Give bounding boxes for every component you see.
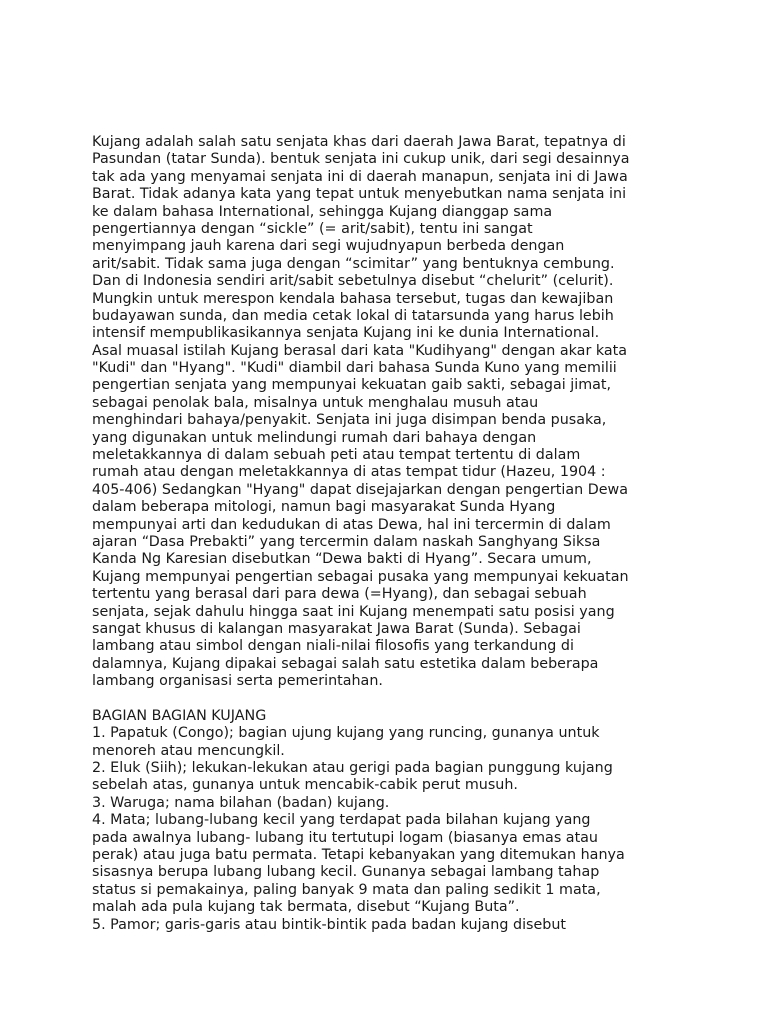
paragraph-line: pengertiannya dengan “sickle” (= arit/sabit), tentu ini sangat (92, 220, 533, 237)
paragraph-line: Mungkin untuk merespon kendala bahasa tersebut, tugas dan kewajiban (92, 290, 614, 307)
paragraph-line: meletakkannya di dalam sebuah peti atau tempat tertentu di dalam (92, 447, 581, 464)
paragraph-line: ke dalam bahasa International, sehingga Kujang dianggap sama (92, 203, 553, 220)
intro-paragraph (92, 134, 692, 691)
paragraph-line: dalam beberapa mitologi, namun bagi masyarakat Sunda Hyang (92, 499, 556, 516)
paragraph-spacer (92, 691, 692, 708)
list-line: sebelah atas, gunanya untuk mencabik-cabik perut musuh. (92, 777, 518, 794)
list-line: status si pemakainya, paling banyak 9 mata dan paling sedikit 1 mata, (92, 881, 601, 898)
paragraph-line: budayawan sunda, dan media cetak lokal di tatarsunda yang harus lebih (92, 307, 614, 324)
paragraph-line: ajaran “Dasa Prebakti” yang tercermin dalam naskah Sanghyang Siksa (92, 533, 601, 550)
list-line: 3. Waruga; nama bilahan (badan) kujang. (92, 794, 390, 811)
paragraph-line: Kujang mempunyai pengertian sebagai pusaka yang mempunyai kekuatan (92, 568, 629, 585)
list-line: 2. Eluk (Siih); lekukan-lekukan atau gerigi pada bagian punggung kujang (92, 760, 613, 777)
paragraph-line: lambang organisasi serta pemerintahan. (92, 673, 383, 690)
list-line: sisasnya berupa lubang lubang kecil. Gunanya sebagai lambang tahap (92, 864, 600, 881)
list-line: perak) atau juga batu permata. Tetapi kebanyakan yang ditemukan hanya (92, 847, 625, 864)
paragraph-line: arit/sabit. Tidak sama juga dengan “scimitar” yang bentuknya cembung. (92, 255, 615, 272)
paragraph-line: "Kudi" dan "Hyang". "Kudi" diambil dari bahasa Sunda Kuno yang memilii (92, 360, 617, 377)
paragraph-line: lambang atau simbol dengan niali-nilai filosofis yang terkandung di (92, 638, 574, 655)
paragraph-line: senjata, sejak dahulu hingga saat ini Kujang menempati satu posisi yang (92, 603, 615, 620)
paragraph-line: rumah atau dengan meletakkannya di atas tempat tidur (Hazeu, 1904 : (92, 464, 606, 481)
paragraph-line: Barat. Tidak adanya kata yang tepat untuk menyebutkan nama senjata ini (92, 186, 627, 203)
paragraph-line: 405-406) Sedangkan "Hyang" dapat disejajarkan dengan pengertian Dewa (92, 481, 629, 498)
paragraph-line: mempunyai arti dan kedudukan di atas Dewa, hal ini tercermin di dalam (92, 516, 611, 533)
parts-list (92, 725, 692, 934)
document-body (92, 134, 692, 934)
paragraph-line: sebagai penolak bala, misalnya untuk menghalau musuh atau (92, 394, 539, 411)
paragraph-line: dalamnya, Kujang dipakai sebagai salah satu estetika dalam beberapa (92, 655, 599, 672)
paragraph-line: pengertian senjata yang mempunyai kekuatan gaib sakti, sebagai jimat, (92, 377, 612, 394)
list-line: malah ada pula kujang tak bermata, disebut “Kujang Buta”. (92, 899, 520, 916)
paragraph-line: intensif mempublikasikannya senjata Kujang ini ke dunia International. (92, 325, 600, 342)
paragraph-line: tertentu yang berasal dari para dewa (=Hyang), dan sebagai sebuah (92, 586, 587, 603)
paragraph-line: yang digunakan untuk melindungi rumah dari bahaya dengan (92, 429, 537, 446)
paragraph-line: menyimpang jauh karena dari segi wujudnyapun berbeda dengan (92, 238, 565, 255)
paragraph-line: Kujang adalah salah satu senjata khas dari daerah Jawa Barat, tepatnya di (92, 134, 626, 150)
paragraph-line: Pasundan (tatar Sunda). bentuk senjata ini cukup unik, dari segi desainnya (92, 151, 630, 168)
list-line: menoreh atau mencungkil. (92, 742, 285, 759)
paragraph-line: Dan di Indonesia sendiri arit/sabit sebetulnya disebut “chelurit” (celurit). (92, 273, 614, 290)
paragraph-line: tak ada yang menyamai senjata ini di daerah manapun, senjata ini di Jawa (92, 168, 628, 185)
section-heading: BAGIAN BAGIAN KUJANG (92, 707, 267, 724)
paragraph-line: menghindari bahaya/penyakit. Senjata ini juga disimpan benda pusaka, (92, 412, 607, 429)
list-line: pada awalnya lubang- lubang itu tertutupi logam (biasanya emas atau (92, 829, 598, 846)
list-line: 4. Mata; lubang-lubang kecil yang terdapat pada bilahan kujang yang (92, 812, 591, 829)
paragraph-line: Asal muasal istilah Kujang berasal dari kata "Kudihyang" dengan akar kata (92, 342, 628, 359)
paragraph-line: sangat khusus di kalangan masyarakat Jawa Barat (Sunda). Sebagai (92, 620, 581, 637)
list-line: 1. Papatuk (Congo); bagian ujung kujang yang runcing, gunanya untuk (92, 725, 600, 742)
paragraph-line: Kanda Ng Karesian disebutkan “Dewa bakti di Hyang”. Secara umum, (92, 551, 592, 568)
list-line: 5. Pamor; garis-garis atau bintik-bintik pada badan kujang disebut (92, 916, 567, 933)
